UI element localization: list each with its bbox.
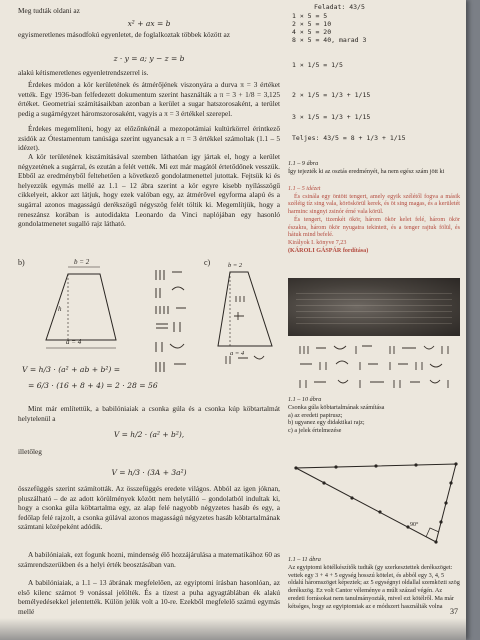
papyrus-transcription [290, 340, 460, 392]
side-task-line-2: 2 × 5 = 10 [292, 20, 332, 28]
caption-fig-9 [288, 160, 460, 176]
trapezoid-diagram [28, 262, 138, 362]
quote-paragraph-1: És csinála egy öntött tengert, amely egyik szélétől fogva a másik széléig tíz sing vala, köröskörül kerek, és öt sing magas, és a kerületét harminc singnyi zsinór érné vala körül. [288, 193, 460, 216]
side-fraction-3: 3 × 1/5 = 1/3 + 1/15 [292, 113, 371, 121]
caption-fig-11-label: 1.1 – 11 ábra [288, 556, 321, 563]
side-task-line-1: 1 × 5 = 5 [292, 12, 328, 20]
paragraph-number-system: A babilóniaiak, a 1.1 – 13 ábrának megfelelően, az egyiptomi írásban hasonlóan, az első kilenc számot 9 vonással jelölték. És a tízest a puha agyagtáblában ék alakú bemélyedésekkel jelentették. Külön jelük volt a 10-re. Ezekből megfelelő számú egymás mellé [18, 578, 280, 616]
formula-babylonian: V = h/2 · (a² + b²), [113, 430, 185, 439]
paragraph-relation: összefüggés szerint számították. Az összefüggés eredete világos. Abból az igen jóknan, pluszálható – de az adott körülmények között nem helytálló – gondolatból indultak ki, hogy a csonka gúla köbtartalma egy, az alap felé nagyobb négyzetes hasáb és egy, a fedőlap felé rajzolt, a csonka gúlával azonos magasságú négyzetes hasáb köbtartalmának számtani középeként adódik. [18, 484, 280, 532]
trapezoid-a-label: a = 4 [66, 338, 82, 346]
truncated-pyramid-diagram [212, 266, 280, 376]
equation-quadratic: x² + ax = b [127, 19, 171, 28]
papyrus-photo [288, 278, 460, 336]
quote-paragraph-2: És tengert, tizenkét ökör, három ökör kelet felé, három ökör északra, három ökör nyugatra tekintett, és a tenger rajtuk fölül, és hátuk mind befelé. [288, 216, 460, 239]
formula-volume-calc: = 6/3 · (16 + 8 + 4) = 2 · 28 = 56 [28, 381, 158, 390]
side-fraction-2: 2 × 1/5 = 1/3 + 1/15 [292, 91, 371, 99]
side-task-title: Feladat: 43/5 [314, 3, 365, 11]
rope-triangle-diagram [288, 444, 460, 554]
main-column [18, 0, 280, 640]
quote-author: (KÁROLI GÁSPÁR fordítása) [288, 247, 369, 254]
quote-label: 1.1 – 5 idézet [288, 186, 321, 192]
caption-fig-11 [288, 556, 460, 611]
caption-fig-9-label: 1.1 – 9 ábra [288, 160, 319, 167]
figure-b-label: b) [18, 258, 25, 267]
paragraph-circle-area: A kör területének kiszámításával szemben láthatóan igy jártak el, hogy a kerület négyzetének a sugárral, és ezután a felét vették. Mi ezt már magától értetődőnek vesszük. Ebből az eredményből feltehetően a következő gondolatmenettel jutottak. Fejtsük ki és helyezzük egymás mellé az 1.1 – 12 ábra szerint a kör egyre kisebb nyílásszögű cikkelyeit, akkor azt látjuk, hogy ezek valóban egy, az átmérővel egyforma alapú és a sugárral azonos magasságú derékszögű négyszög felét töltik ki. Megemlítjük, hogy a reneszánsz korában is autodidakta Leonardo da Vinci naplójában egy hasonló gondolatmenetet sugalló rajz látható. [18, 152, 280, 229]
caption-fig-10-a: a) az eredeti papirusz; [288, 411, 343, 419]
equation-system: z · y = a; y − z = b [113, 54, 185, 63]
caption-fig-10-label: 1.1 – 10 ábra [288, 396, 322, 403]
side-total: Teljes: 43/5 = 8 + 1/3 + 1/15 [292, 134, 406, 142]
side-column [284, 0, 464, 640]
side-task-line-3: 4 × 5 = 20 [292, 28, 332, 36]
trapezoid-h-label: h [58, 305, 62, 313]
caption-fig-10 [288, 396, 460, 435]
page-number: 37 [450, 607, 458, 616]
text-or: illetőleg [18, 447, 42, 456]
caption-fig-10-title: Csonka gúla köbtartalmának számítása [288, 403, 385, 411]
side-fraction-1: 1 × 1/5 = 1/5 [292, 61, 343, 69]
quote-block [288, 186, 460, 255]
caption-fig-10-c: c) a jelek értelmezése [288, 427, 342, 435]
trapezoid-b-label: b = 2 [74, 258, 90, 266]
paragraph-pi: Érdekes módon a kör kerületének és átmérőjének viszonyára a durva π = 3 értéket vették. Egy 1936-ban felfedezett dokumentum szerint használták a π = 3 + 1/8 = 3,125 értéket. Geometriai számításaikban azonban a kerület a sugar hatszorosaként, a terület pedig a sugárnégyzet háromszorosaként, vagyis a π = 3 értékkel szerepel. [18, 80, 280, 118]
caption-fig-10-b: b) ugyanez egy didaktikai rajz; [288, 419, 365, 427]
formula-babylonian-alt: V = h/3 · (3A + 3a²) [111, 468, 187, 477]
paragraph-testament: Érdekes megemlíteni, hogy az előzőnkénál a mezopotámiai kultúrkörrel érintkező zsidók az Ótestamentum tanúsága szerint ugyancsak a π = 3 értékkel számoltak (1.1 – 5 idézet). [18, 124, 280, 153]
hieratic-glyphs [150, 266, 198, 386]
paragraph-intro-start: Meg tudták oldani az [18, 6, 80, 15]
quote-source: Királyok I. könyve 7,23 [288, 239, 347, 246]
figure-c-label: c) [204, 258, 211, 267]
angle-label: 90° [410, 522, 419, 528]
caption-fig-9-text: Így tejezték ki az osztás eredményét, ha nem egész szám jött ki [288, 167, 445, 175]
paragraph-contribution: A babilóniaiak, ezt fogunk hozni, mindenség élő hozzájárulása a matematikához 60 as számrendszerükben és a helyi érték beosztásában van. [18, 550, 280, 569]
paragraph-intro-cont: egyismeretlenes másodfokú egyenletet, de foglalkoztak többek között az [18, 30, 230, 39]
pyramid-b-label: b = 2 [228, 262, 243, 269]
caption-fig-11-text: Az egyiptomi kötélkészítők tudták (gy szerkesztettek derékszöget: vettek egy 3 + 4 + 5 egység hosszú kötelet, és abból egy 3, 4, 5 oldalú háromszöget képeztek; az 5 egységnyi oldallal szemközti szög derékszög. Ez volt Cantor véleménye a múlt század végén. Az eredeti forrásokat nem tanulmányozták, mivel ezt kötélről. Ma már kétséges, hogy az egyiptomiak az e módszert használták volna [288, 563, 460, 610]
pyramid-a-label: a = 4 [230, 350, 245, 357]
side-task-line-4: 8 × 5 = 40, marad 3 [292, 36, 367, 44]
paragraph-intro-end: alakú kétismeretlenes egyenletrendszerrel is. [18, 68, 149, 77]
paragraph-truncated-cone: Mint már említettük, a babilóniaiak a csonka gúla és a csonka kúp köbtartalmát helytelenül a [18, 404, 280, 423]
formula-volume: V = h/3 · (a² + ab + b²) = [22, 365, 121, 374]
